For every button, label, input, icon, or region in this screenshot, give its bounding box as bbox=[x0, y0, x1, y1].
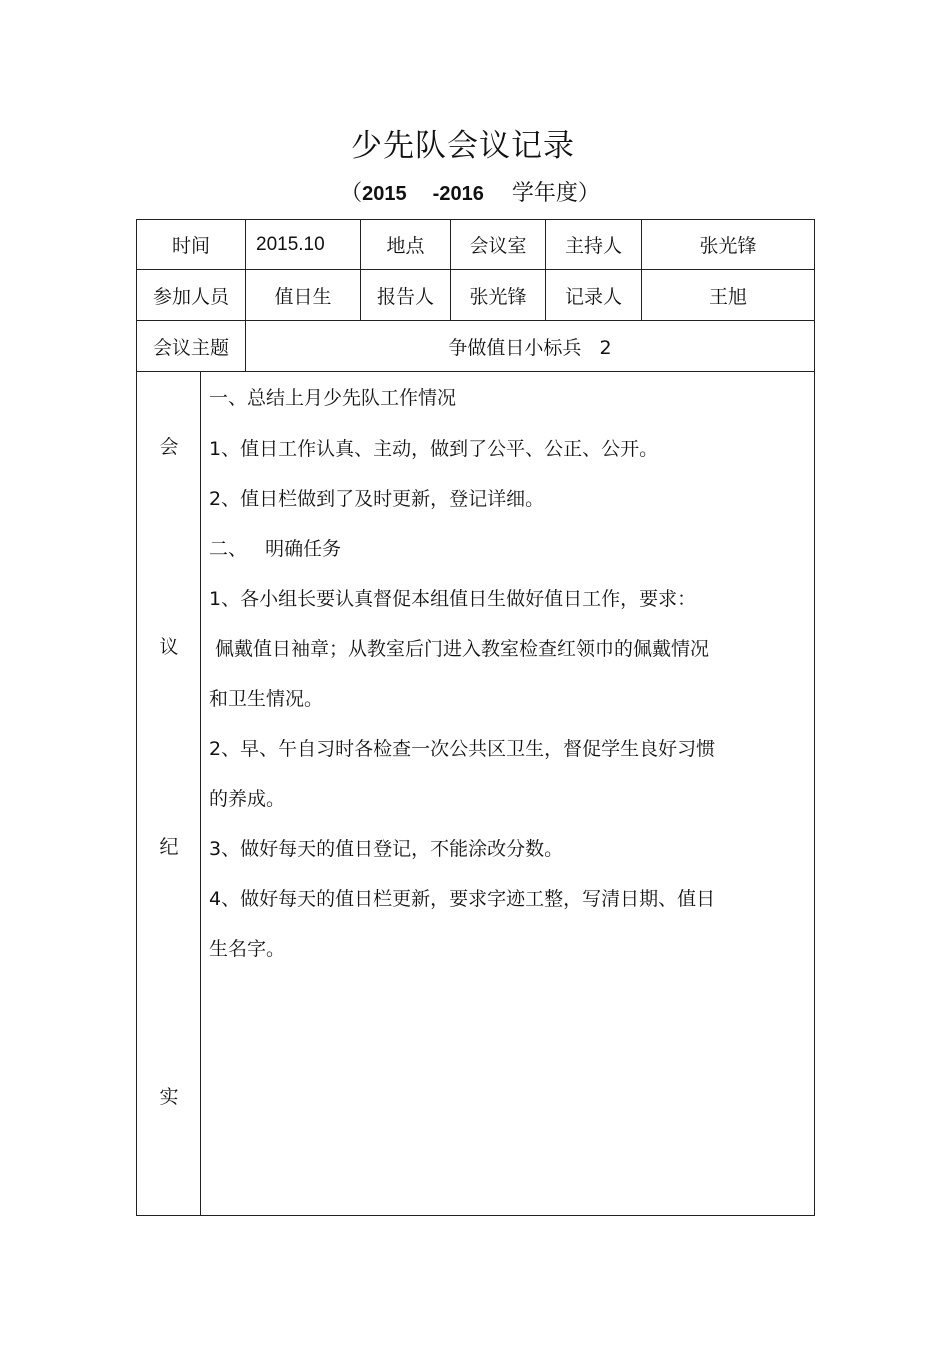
recorder-label: 记录人 bbox=[546, 270, 642, 321]
reporter-value: 张光锋 bbox=[451, 270, 546, 321]
recorder-value: 王旭 bbox=[642, 270, 815, 321]
side-char: 议 bbox=[159, 636, 179, 658]
host-value: 张光锋 bbox=[642, 220, 815, 270]
year-start: 2015 bbox=[362, 183, 407, 205]
minutes-line: 和卫生情况。 bbox=[209, 688, 324, 710]
minutes-line: 二、 明确任务 bbox=[209, 538, 342, 560]
minutes-line: 3、做好每天的值日登记，不能涂改分数。 bbox=[209, 838, 564, 860]
attendees-value: 值日生 bbox=[246, 270, 361, 321]
minutes-line: 佩戴值日袖章；从教室后门进入教室检查红领巾的佩戴情况 bbox=[209, 638, 710, 660]
table-row bbox=[137, 372, 815, 1216]
year-end: -2016 bbox=[432, 183, 484, 205]
school-year bbox=[0, 176, 940, 207]
minutes-line: 4、做好每天的值日栏更新，要求字迹工整，写清日期、值日 bbox=[209, 888, 716, 910]
attendees-label: 参加人员 bbox=[137, 270, 246, 321]
minutes-line: 2、早、午自习时各检查一次公共区卫生，督促学生良好习惯 bbox=[209, 738, 716, 760]
side-char: 会 bbox=[159, 436, 179, 458]
host-label: 主持人 bbox=[546, 220, 642, 270]
table-row bbox=[137, 321, 815, 372]
school-year-label: 学年度） bbox=[511, 181, 600, 206]
place-label: 地点 bbox=[361, 220, 451, 270]
reporter-label: 报告人 bbox=[361, 270, 451, 321]
table-row bbox=[137, 270, 815, 321]
minutes-side-label bbox=[137, 372, 201, 1216]
topic-label: 会议主题 bbox=[137, 321, 246, 372]
time-value: 2015.10 bbox=[246, 220, 361, 270]
page-title: 少先队会议记录 bbox=[351, 128, 575, 164]
side-char: 纪 bbox=[159, 836, 179, 858]
subtitle-open-paren: （ bbox=[340, 181, 363, 206]
table-row bbox=[137, 220, 815, 270]
topic-value: 争做值日小标兵 2 bbox=[246, 321, 815, 372]
minutes-line: 的养成。 bbox=[209, 788, 286, 810]
minutes-line: 2、值日栏做到了及时更新，登记详细。 bbox=[209, 488, 545, 510]
minutes-line: 1、值日工作认真、主动，做到了公平、公正、公开。 bbox=[209, 438, 659, 460]
meeting-record-table bbox=[136, 219, 815, 1216]
minutes-line: 一、总结上月少先队工作情况 bbox=[209, 387, 457, 409]
place-value: 会议室 bbox=[451, 220, 546, 270]
minutes-content bbox=[201, 372, 815, 1216]
side-char: 实 bbox=[159, 1086, 179, 1108]
time-label: 时间 bbox=[137, 220, 246, 270]
minutes-line: 生名字。 bbox=[209, 938, 286, 960]
minutes-line: 1、各小组长要认真督促本组值日生做好值日工作，要求： bbox=[209, 588, 697, 610]
